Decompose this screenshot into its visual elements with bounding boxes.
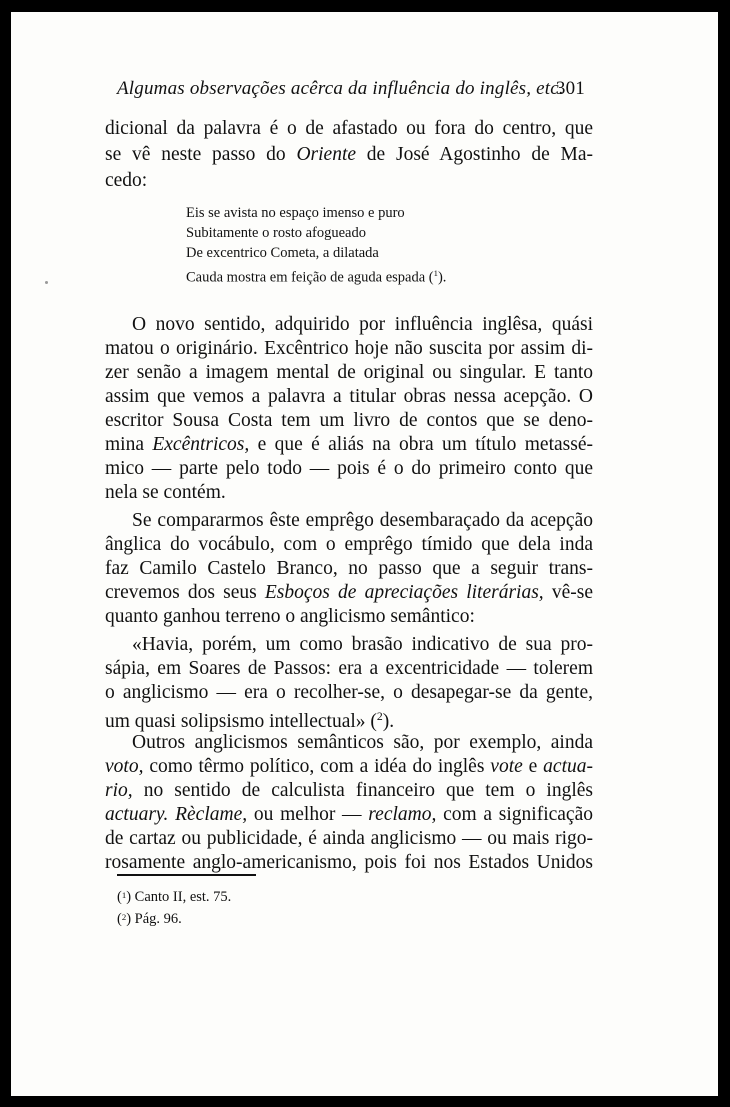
text-span: se vê neste passo do	[105, 144, 297, 165]
work-title: Oriente	[296, 144, 357, 165]
text-line	[105, 581, 593, 605]
text-span: ou melhor —	[247, 804, 369, 825]
running-title: Algumas observações acêrca da influência do inglês, etc.	[117, 78, 564, 99]
term: vote	[490, 756, 523, 777]
text-line: ânglica do vocábulo, com o emprêgo tímido que dela inda	[105, 534, 593, 555]
footnote-ref: 1	[433, 268, 438, 278]
text-line: de cartaz ou publicidade, é ainda anglicismo — ou mais rigo-	[105, 828, 593, 849]
text-line: matou o originário. Excêntrico hoje não suscita por assim di-	[105, 338, 593, 359]
term: Rèclame,	[175, 804, 248, 825]
text-line: nela se contém.	[105, 482, 226, 503]
text-span: no sentido de calculista financeiro que tem o inglês	[132, 780, 593, 801]
footnote-text: Pág. 96.	[134, 911, 182, 927]
text-line: assim que vemos a palavra a titular obras nessa acepção. O	[105, 386, 593, 407]
verse-line: Eis se avista no espaço imenso e puro	[186, 205, 405, 221]
footnote-ref: 2	[376, 710, 383, 723]
text-line	[105, 143, 593, 167]
text-span: um quasi solipsismo intellectual»	[105, 711, 366, 733]
text-line: faz Camilo Castelo Branco, no passo que a seguir trans-	[105, 558, 593, 579]
term: actua-	[543, 756, 593, 777]
footnote-mark: 1	[121, 890, 127, 900]
verse-line: Cauda mostra em feição de aguda espada ($^1$).	[186, 268, 447, 286]
book-page	[11, 12, 718, 1096]
text-line: cedo:	[105, 170, 148, 191]
footnote: ($^2$) Pág. 96.	[117, 911, 182, 927]
footnote-mark: 2	[121, 912, 127, 922]
verse-line: Subitamente o rosto afogueado	[186, 225, 366, 241]
quote-line: o anglicismo — era o recolher-se, o desapegar-se da gente,	[105, 682, 593, 703]
footnote-divider	[117, 874, 256, 876]
text-span: como têrmo político, com a idéa do inglês	[143, 756, 491, 777]
text-line: quanto ganhou terreno o anglicismo semântico:	[105, 606, 475, 627]
text-line: zer senão a imagem mental de original ou singular. E tanto	[105, 362, 593, 383]
text-line: dicional da palavra é o de afastado ou fora do centro, que	[105, 118, 593, 139]
text-span: vê-se	[543, 582, 593, 603]
footnote: ($^1$) Canto II, est. 75.	[117, 889, 232, 905]
term: reclamo,	[368, 804, 437, 825]
text-line: O novo sentido, adquirido por influência inglêsa, quási	[132, 314, 593, 335]
text-line: Outros anglicismos semânticos são, por exemplo, ainda	[132, 732, 593, 753]
work-title: Esboços de apreciações literárias,	[264, 582, 544, 603]
text-span: com a significação	[436, 804, 593, 825]
text-line: mico — parte pelo todo — pois é o do primeiro conto que	[105, 458, 593, 479]
text-line: Se compararmos êste emprêgo desembaraçado da acepção	[132, 510, 593, 531]
scan-speck	[45, 281, 48, 284]
text-span: de José Agostinho de Ma-	[356, 144, 593, 165]
term: rio,	[105, 780, 133, 801]
text-span: e	[522, 756, 544, 777]
text-span: mina	[105, 434, 153, 455]
footnote-text: Canto II, est. 75.	[134, 889, 232, 905]
text-span: Cauda mostra em feição de aguda espada	[186, 269, 426, 286]
term: actuary.	[105, 804, 169, 825]
work-title: Excêntricos,	[152, 434, 250, 455]
text-line	[105, 433, 593, 457]
text-span: crevemos dos seus	[105, 582, 265, 603]
text-line	[105, 779, 593, 803]
text-line: rosamente anglo-americanismo, pois foi nos Estados Unidos	[105, 852, 593, 873]
text-line	[105, 755, 593, 779]
term: voto,	[105, 756, 144, 777]
running-header	[117, 78, 585, 100]
verse-line: De excentrico Cometa, a dilatada	[186, 245, 379, 261]
quote-line: um quasi solipsismo intellectual» ($^2$).	[105, 710, 395, 733]
text-line: escritor Sousa Costa tem um livro de contos que se deno-	[105, 410, 593, 431]
quote-line: sápia, em Soares de Passos: era a excentricidade — tolerem	[105, 658, 593, 679]
text-line	[105, 803, 593, 827]
text-span: e que é aliás na obra um título metassé-	[249, 434, 593, 455]
page-number: 301	[555, 78, 585, 99]
quote-line: «Havia, porém, um como brasão indicativo de sua pro-	[132, 634, 593, 655]
